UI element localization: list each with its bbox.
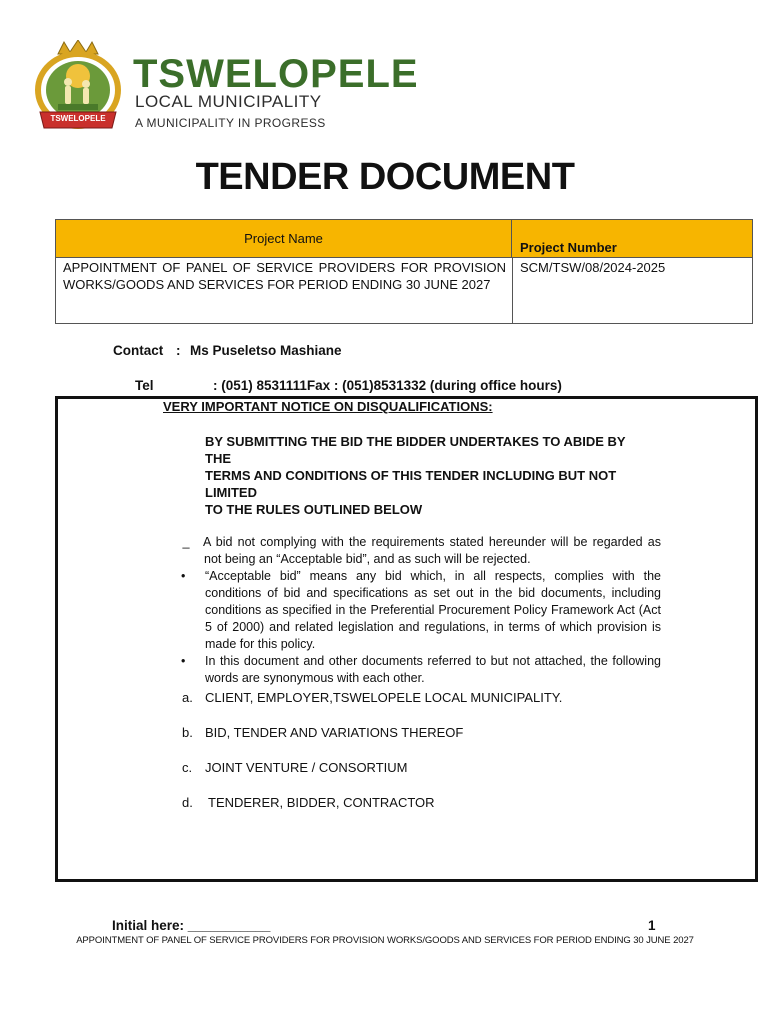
list-item-mark: a. xyxy=(182,690,193,705)
list-item-text: CLIENT, EMPLOYER,TSWELOPELE LOCAL MUNICIPALITY. xyxy=(205,690,563,705)
bullet-text: In this document and other documents referred to but not attached, the following words are synonymous with each other. xyxy=(205,654,661,685)
tel-fax-value: : (051) 8531111Fax : (051)8531332 (during office hours) xyxy=(213,378,562,393)
bullet-text: “Acceptable bid” means any bid which, in all respects, complies with the conditions of bid and specifications as set out in the bid documents, including conditions as specified in the Preferential Procurement Policy Framework Act (Act 5 of 2000) and related legislation and regulations, in terms of which provision is made for this policy. xyxy=(205,569,661,651)
notice-title: VERY IMPORTANT NOTICE ON DISQUALIFICATIONS: xyxy=(163,399,493,414)
project-number-header: Project Number xyxy=(520,240,617,255)
list-item-mark: d. xyxy=(182,795,193,810)
list-item-mark: b. xyxy=(182,725,193,740)
notice-heading-line: BY SUBMITTING THE BID THE BIDDER UNDERTAKES TO ABIDE BY xyxy=(205,434,626,449)
notice-heading-line: TO THE RULES OUTLINED BELOW xyxy=(205,502,423,517)
running-footer: APPOINTMENT OF PANEL OF SERVICE PROVIDERS FOR PROVISION WORKS/GOODS AND SERVICES FOR PERIOD ENDING 30 JUNE 2027 xyxy=(76,935,694,946)
bullet-mark: • xyxy=(181,654,186,668)
initial-here-field: Initial here: ___________ xyxy=(112,918,271,933)
contact-name: Ms Puseletso Mashiane xyxy=(190,343,342,358)
logo-ribbon-text: TSWELOPELE xyxy=(50,114,106,123)
logo-subtitle: LOCAL MUNICIPALITY xyxy=(135,92,322,111)
project-name-header: Project Name xyxy=(244,231,323,246)
logo-tagline: A MUNICIPALITY IN PROGRESS xyxy=(135,116,326,130)
list-item-text: TENDERER, BIDDER, CONTRACTOR xyxy=(208,795,435,810)
project-number-header-cell xyxy=(512,220,752,258)
notice-heading-line: THE xyxy=(205,451,231,466)
bullet-text: A bid not complying with the requirements stated hereunder will be regarded as not being an “Acceptable bid”, and as such will be rejected. xyxy=(203,535,661,566)
bullet-mark: • xyxy=(181,569,186,583)
notice-heading-line: TERMS AND CONDITIONS OF THIS TENDER INCLUDING BUT NOT xyxy=(205,468,617,483)
notice-heading-line: LIMITED xyxy=(205,485,257,500)
list-item-text: JOINT VENTURE / CONSORTIUM xyxy=(205,760,408,775)
document-title: TENDER DOCUMENT xyxy=(195,156,575,198)
list-item-text: BID, TENDER AND VARIATIONS THEREOF xyxy=(205,725,464,740)
project-name-header-cell xyxy=(56,220,512,258)
list-item-mark: c. xyxy=(182,760,193,775)
page-number: 1 xyxy=(648,918,656,933)
project-number-value: SCM/TSW/08/2024-2025 xyxy=(520,260,666,275)
project-name-value: APPOINTMENT OF PANEL OF SERVICE PROVIDERS FOR PROVISION WORKS/GOODS AND SERVICES FOR PERIOD ENDING 30 JUNE 2027 xyxy=(63,260,506,292)
contact-separator: : xyxy=(176,343,181,358)
table-column-divider xyxy=(512,258,513,323)
notice-heading xyxy=(205,433,675,518)
logo-title: TSWELOPELE xyxy=(133,52,419,96)
tel-label: Tel xyxy=(135,378,154,393)
project-table xyxy=(55,219,753,324)
contact-label: Contact xyxy=(113,343,164,358)
